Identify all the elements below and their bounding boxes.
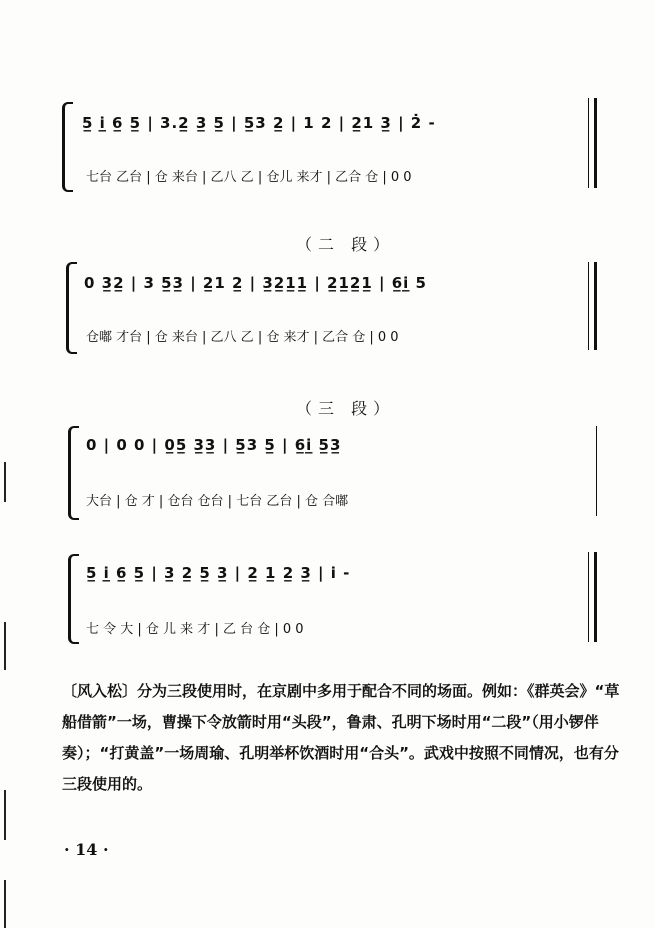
paragraph-text: 〔风入松〕分为三段使用时，在京剧中多用于配合不同的场面。例如：《群英会》“草船借箭”一场，曹操下令放箭时用“头段”，鲁肃、孔明下场时用“二段”（用小锣伴奏）；“打黄盖”一场周瑜、孔明举杯饮酒时用“合头”。武戏中按照不同情况，也有分三段使用的。 — [62, 682, 620, 793]
system-bracket — [62, 102, 73, 192]
system-bracket — [68, 554, 79, 644]
system-bracket — [68, 426, 79, 520]
melody-line: 5̲ i̲ 6̲ 5̲ | 3.2̲ 3̲ 5̲ | 5̲3 2̲ | 1 2 | 2̲1 3̲ | 2̇ - — [82, 114, 436, 132]
percussion-line: 七台 乙台 | 仓 来台 | 乙八 乙 | 仓儿 来才 | 乙合 仓 | 0 0 — [86, 170, 412, 185]
scan-margin-mark — [4, 790, 6, 840]
system-bracket — [66, 262, 77, 354]
thin-barline — [588, 98, 589, 188]
melody-line: 5̲ i̲ 6̲ 5̲ | 3̲ 2̲ 5̲ 3̲ | 2̲ 1̲ 2̲ 3̲ | i - — [86, 564, 351, 582]
percussion-line: 七 令 大 | 仓 儿 来 才 | 乙 台 仓 | 0 0 — [86, 622, 304, 637]
final-barline — [594, 262, 597, 350]
melody-line: 0 3̲2̲ | 3 5̲3̲ | 2̲1 2̲ | 3̲2̲1̲1̲ | 2̲1̲2̲1̲ | 6̲i̲ 5 — [84, 274, 427, 292]
thin-barline — [596, 426, 597, 516]
thin-barline — [588, 262, 589, 350]
commentary-paragraph — [62, 676, 622, 800]
percussion-line: 仓嘟 才台 | 仓 来台 | 乙八 乙 | 仓 来才 | 乙合 仓 | 0 0 — [86, 330, 399, 345]
final-barline — [594, 98, 597, 188]
thin-barline — [588, 552, 589, 642]
page-number: · 14 · — [64, 840, 109, 859]
final-barline — [594, 552, 597, 642]
percussion-line: 大台 | 仓 才 | 仓台 仓台 | 七台 乙台 | 仓 合嘟 — [86, 494, 349, 509]
scan-margin-mark — [4, 880, 6, 928]
section-title-3: （三 段） — [296, 399, 396, 418]
scan-margin-mark — [4, 462, 6, 502]
scan-margin-mark — [4, 622, 6, 670]
section-title-2: （二 段） — [296, 235, 396, 254]
melody-line: 0 | 0 0 | 0̲5̲ 3̲3̲ | 5̲3 5̲ | 6̲i̲ 5̲3̲ — [86, 436, 342, 454]
